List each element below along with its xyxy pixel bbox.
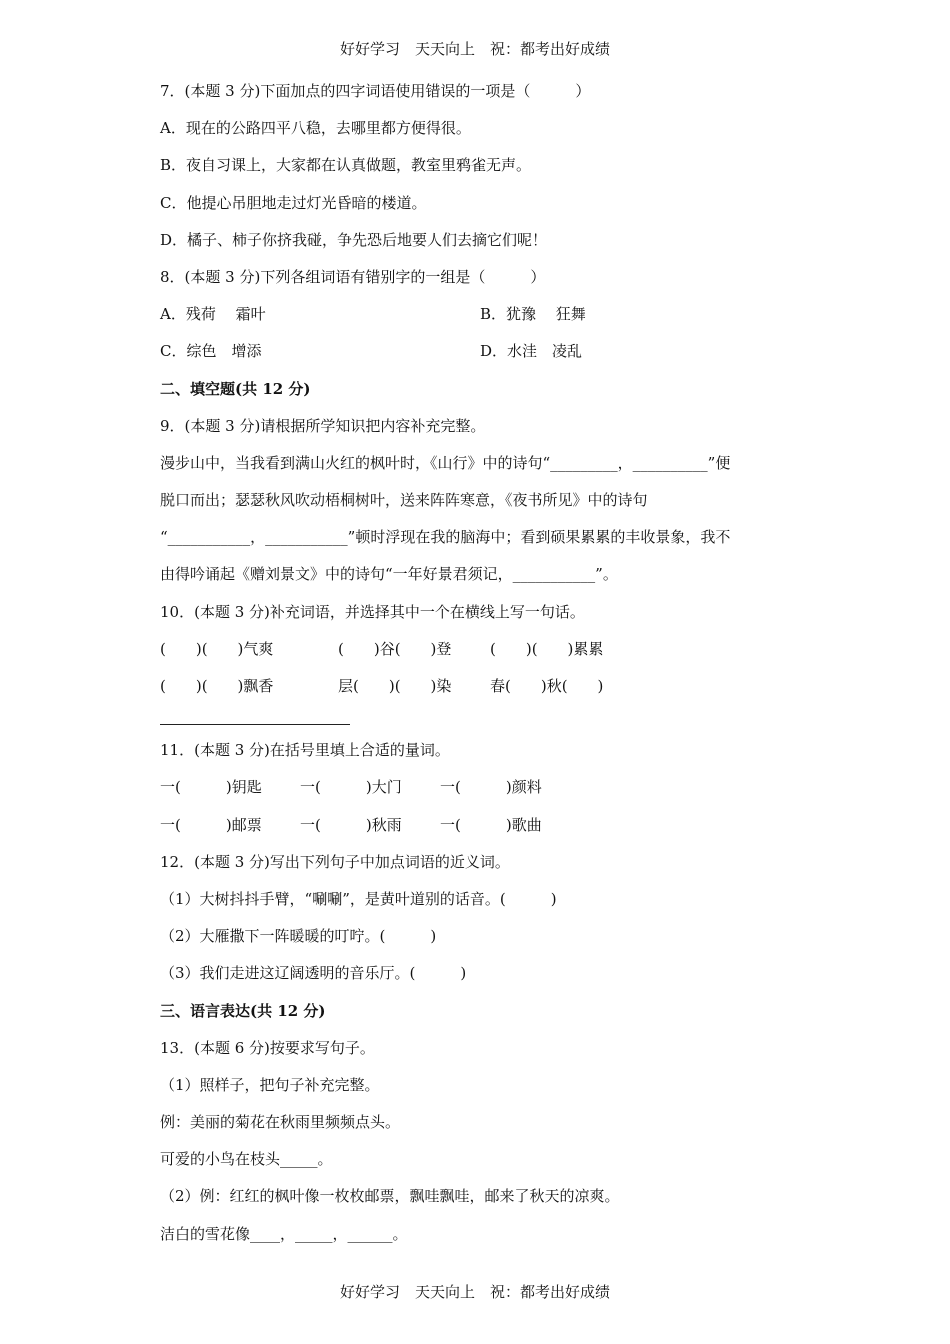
q11-blank-6: 一( )歌曲 bbox=[440, 815, 542, 834]
q13-part-1-question: 可爱的小鸟在枝头_____。 bbox=[160, 1150, 333, 1169]
q12-sentence-1: （1）大树抖抖手臂，“唰唰”，是黄叶道别的话音。( ) bbox=[160, 889, 557, 908]
q10-blank-4: ( )( )飘香 bbox=[160, 677, 274, 695]
q12-sentence-2: （2）大雁撒下一阵暖暖的叮咛。( ) bbox=[160, 927, 437, 946]
q11-blank-2: 一( )大门 bbox=[300, 778, 402, 797]
q10-blank-1: ( )( )气爽 bbox=[160, 639, 274, 658]
q8-option-d: D．水洼 凌乱 bbox=[480, 342, 583, 361]
q10-stem: 10．(本题 3 分)补充词语，并选择其中一个在横线上写一句话。 bbox=[160, 602, 585, 621]
page-footer: 好好学习 天天向上 祝：都考出好成绩 bbox=[339, 1283, 610, 1301]
q11-blank-3: 一( )颜料 bbox=[440, 778, 542, 797]
section-2-heading: 二、填空题(共 12 分) bbox=[160, 379, 311, 398]
q10-blank-2: ( )谷( )登 bbox=[338, 639, 452, 658]
q11-stem: 11．(本题 3 分)在括号里填上合适的量词。 bbox=[160, 741, 450, 760]
q7-option-a: A．现在的公路四平八稳，去哪里都方便得很。 bbox=[160, 119, 471, 138]
q8-row-2 bbox=[160, 338, 800, 375]
q8-option-c: C．综色 增添 bbox=[160, 342, 262, 361]
q11-row-2 bbox=[160, 812, 800, 849]
q7-option-b: B．夜自习课上，大家都在认真做题，教室里鸦雀无声。 bbox=[160, 156, 532, 175]
q11-blank-4: 一( )邮票 bbox=[160, 815, 262, 834]
q12-stem: 12．(本题 3 分)写出下列句子中加点词语的近义词。 bbox=[160, 852, 510, 871]
q12-sentence-3: （3）我们走进这辽阔透明的音乐厅。( ) bbox=[160, 964, 467, 983]
q7-option-c: C．他提心吊胆地走过灯光昏暗的楼道。 bbox=[160, 193, 427, 212]
q9-line-1: 漫步山中，当我看到满山火红的枫叶时，《山行》中的诗句“_________，__________”便 bbox=[160, 453, 731, 472]
page-header: 好好学习 天天向上 祝：都考出好成绩 bbox=[339, 40, 610, 58]
q10-answer-line bbox=[160, 710, 350, 725]
section-3-heading: 三、语言表达(共 12 分) bbox=[160, 1001, 326, 1020]
q13-part-2: （2）例：红红的枫叶像一枚枚邮票，飘哇飘哇，邮来了秋天的凉爽。 bbox=[160, 1187, 620, 1206]
q8-row-1 bbox=[160, 301, 800, 338]
q13-part-2-question: 洁白的雪花像____，_____，______。 bbox=[160, 1224, 408, 1243]
q11-row-1 bbox=[160, 774, 800, 811]
q9-line-4: 由得吟诵起《赠刘景文》中的诗句“一年好景君须记，___________”。 bbox=[160, 565, 618, 584]
q7-stem: 7．(本题 3 分)下面加点的四字词语使用错误的一项是（ ） bbox=[160, 82, 591, 100]
q7-option-d: D．橘子、柿子你挤我碰，争先恐后地要人们去摘它们呢！ bbox=[160, 230, 548, 249]
q8-stem: 8．(本题 3 分)下列各组词语有错别字的一组是（ ） bbox=[160, 267, 546, 286]
q13-part-1-example: 例：美丽的菊花在秋雨里频频点头。 bbox=[160, 1113, 401, 1132]
q10-blank-3: ( )( )累累 bbox=[490, 639, 604, 658]
q9-line-2: 脱口而出；瑟瑟秋风吹动梧桐树叶，送来阵阵寒意，《夜书所见》中的诗句 bbox=[160, 491, 648, 510]
q13-part-1: （1）照样子，把句子补充完整。 bbox=[160, 1075, 380, 1094]
q11-blank-1: 一( )钥匙 bbox=[160, 778, 262, 797]
q9-stem: 9．(本题 3 分)请根据所学知识把内容补充完整。 bbox=[160, 416, 486, 435]
q10-row-1 bbox=[160, 636, 800, 673]
q10-row-2 bbox=[160, 673, 800, 710]
q8-option-b: B．犹豫 狂舞 bbox=[480, 305, 586, 324]
q9-line-3: “___________，___________”顿时浮现在我的脑海中；看到硕果累累的丰收景象，我不 bbox=[160, 528, 731, 547]
q11-blank-5: 一( )秋雨 bbox=[300, 815, 402, 834]
exam-content bbox=[160, 78, 800, 1258]
q10-blank-6: 春( )秋( ) bbox=[490, 677, 604, 695]
q8-option-a: A．残荷 霜叶 bbox=[160, 305, 266, 324]
q13-stem: 13．(本题 6 分)按要求写句子。 bbox=[160, 1038, 375, 1057]
q10-blank-5: 层( )( )染 bbox=[338, 677, 452, 695]
